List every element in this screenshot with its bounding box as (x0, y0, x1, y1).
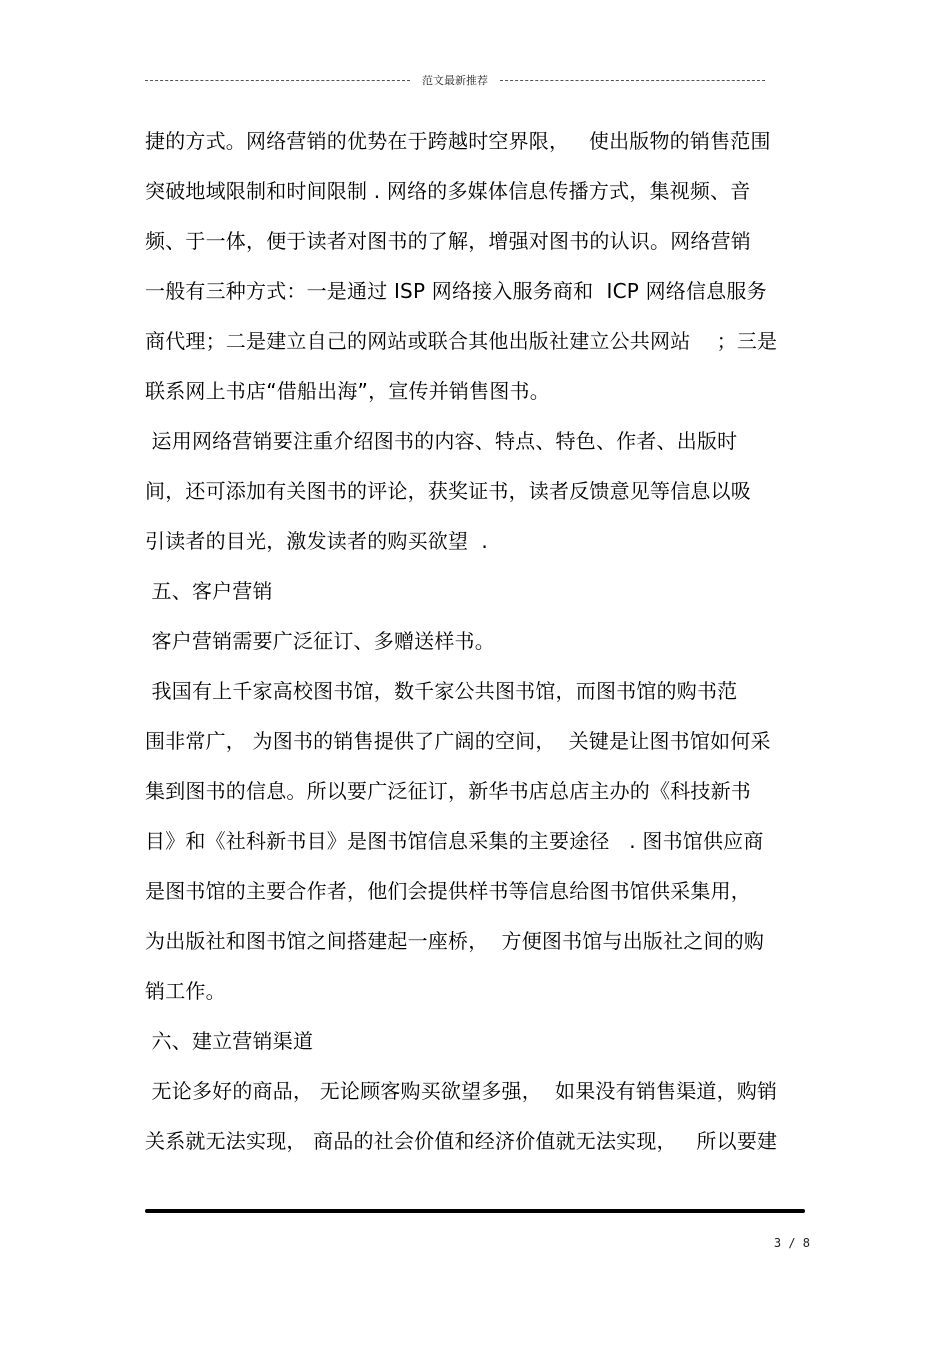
text-line: 客户营销需要广泛征订、多赠送样书。 (145, 629, 495, 653)
text-line: 是图书馆的主要合作者，他们会提供样书等信息给图书馆供采集用， (145, 879, 751, 903)
text-line: 商代理；二是建立自己的网站或联合其他出版社建立公共网站 ；三是 (145, 329, 778, 353)
body-text (145, 116, 810, 1166)
text-line: 关系就无法实现， 商品的社会价值和经济价值就无法实现， 所以要建 (145, 1129, 778, 1153)
text-line: 无论多好的商品， 无论顾客购买欲望多强， 如果没有销售渠道，购销 (145, 1079, 778, 1103)
text-line: 运用网络营销要注重介绍图书的内容、特点、特色、作者、出版时 (145, 429, 738, 453)
text-line: 围非常广， 为图书的销售提供了广阔的空间， 关键是让图书馆如何采 (145, 729, 771, 753)
text-line: 销工作。 (145, 979, 226, 1003)
section-heading: 六、建立营销渠道 (145, 1029, 314, 1053)
text-line: 我国有上千家高校图书馆，数千家公共图书馆，而图书馆的购书范 (145, 679, 738, 703)
text-line: 为出版社和图书馆之间搭建起一座桥， 方便图书馆与出版社之间的购 (145, 929, 765, 953)
text-line: 引读者的目光，激发读者的购买欲望 . (145, 529, 488, 553)
text-line: 联系网上书店“借船出海”，宣传并销售图书。 (145, 379, 550, 403)
page-number: 3 / 8 (773, 1236, 810, 1250)
header-title: 范文最新推荐 (422, 74, 488, 87)
header-dash-right (500, 80, 765, 81)
footer-rule (145, 1209, 805, 1213)
text-line: 间，还可添加有关图书的评论，获奖证书，读者反馈意见等信息以吸 (145, 479, 751, 503)
text-line: 集到图书的信息。所以要广泛征订，新华书店总店主办的《科技新书 (145, 779, 751, 803)
text-line: 目》和《社科新书目》是图书馆信息采集的主要途径 . 图书馆供应商 (145, 829, 764, 853)
text-line: 频、于一体，便于读者对图书的了解，增强对图书的认识。网络营销 (145, 229, 751, 253)
page-header (145, 70, 765, 90)
header-dash-left (145, 80, 410, 81)
text-line: 捷的方式。网络营销的优势在于跨越时空界限， 使出版物的销售范围 (145, 129, 771, 153)
text-line: 一般有三种方式：一是通过 ISP 网络接入服务商和 ICP 网络信息服务 (145, 279, 767, 303)
text-line: 突破地域限制和时间限制 . 网络的多媒体信息传播方式，集视频、音 (145, 179, 751, 203)
section-heading: 五、客户营销 (145, 579, 273, 603)
